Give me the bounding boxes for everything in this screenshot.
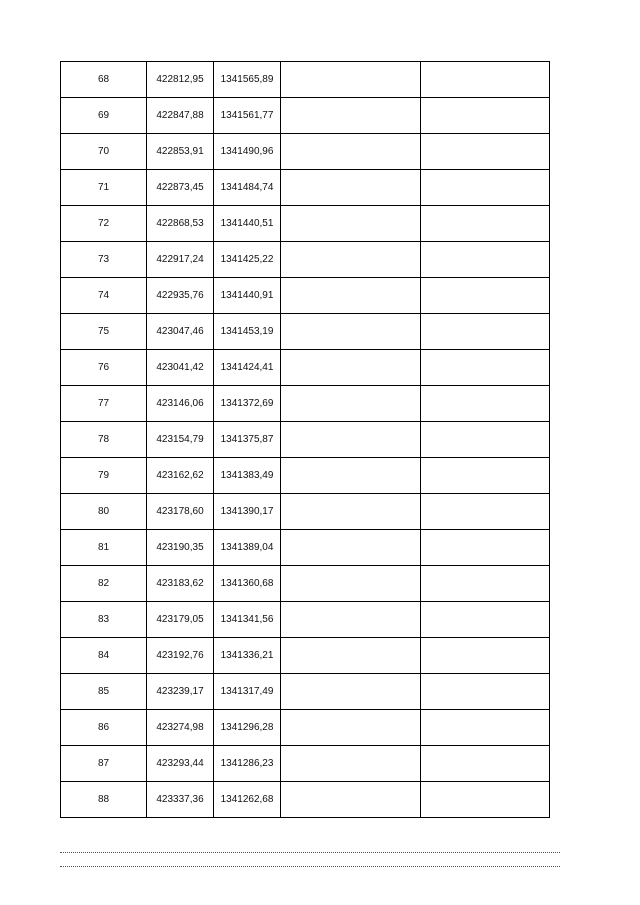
empty-column-5-cell — [421, 242, 550, 278]
point-number-cell: 85 — [61, 674, 147, 710]
point-number-cell: 88 — [61, 782, 147, 818]
empty-column-4-cell — [281, 422, 421, 458]
point-number-cell: 87 — [61, 746, 147, 782]
point-number-cell: 77 — [61, 386, 147, 422]
y-coordinate-cell: 1341390,17 — [214, 494, 281, 530]
x-coordinate-cell: 423183,62 — [147, 566, 214, 602]
x-coordinate-cell: 423274,98 — [147, 710, 214, 746]
point-number-cell: 82 — [61, 566, 147, 602]
empty-column-4-cell — [281, 602, 421, 638]
y-coordinate-cell: 1341453,19 — [214, 314, 281, 350]
empty-column-4-cell — [281, 494, 421, 530]
empty-column-4-cell — [281, 710, 421, 746]
y-coordinate-cell: 1341490,96 — [214, 134, 281, 170]
point-number-cell: 69 — [61, 98, 147, 134]
y-coordinate-cell: 1341440,51 — [214, 206, 281, 242]
x-coordinate-cell: 423192,76 — [147, 638, 214, 674]
y-coordinate-cell: 1341425,22 — [214, 242, 281, 278]
table-row — [61, 566, 550, 602]
table-row — [61, 386, 550, 422]
point-number-cell: 72 — [61, 206, 147, 242]
table-row — [61, 530, 550, 566]
x-coordinate-cell: 423190,35 — [147, 530, 214, 566]
empty-column-5-cell — [421, 746, 550, 782]
empty-column-5-cell — [421, 62, 550, 98]
empty-column-5-cell — [421, 530, 550, 566]
y-coordinate-cell: 1341389,04 — [214, 530, 281, 566]
table-row — [61, 350, 550, 386]
x-coordinate-cell: 422935,76 — [147, 278, 214, 314]
table-row — [61, 98, 550, 134]
point-number-cell: 76 — [61, 350, 147, 386]
point-number-cell: 80 — [61, 494, 147, 530]
point-number-cell: 81 — [61, 530, 147, 566]
point-number-cell: 75 — [61, 314, 147, 350]
empty-column-5-cell — [421, 674, 550, 710]
y-coordinate-cell: 1341360,68 — [214, 566, 281, 602]
empty-column-5-cell — [421, 206, 550, 242]
x-coordinate-cell: 422853,91 — [147, 134, 214, 170]
y-coordinate-cell: 1341484,74 — [214, 170, 281, 206]
y-coordinate-cell: 1341424,41 — [214, 350, 281, 386]
table-row — [61, 494, 550, 530]
x-coordinate-cell: 422873,45 — [147, 170, 214, 206]
table-row — [61, 638, 550, 674]
empty-column-5-cell — [421, 638, 550, 674]
table-row — [61, 134, 550, 170]
point-number-cell: 71 — [61, 170, 147, 206]
table-row — [61, 422, 550, 458]
empty-column-5-cell — [421, 602, 550, 638]
y-coordinate-cell: 1341372,69 — [214, 386, 281, 422]
x-coordinate-cell: 423162,62 — [147, 458, 214, 494]
x-coordinate-cell: 423047,46 — [147, 314, 214, 350]
empty-column-5-cell — [421, 314, 550, 350]
point-number-cell: 68 — [61, 62, 147, 98]
y-coordinate-cell: 1341262,68 — [214, 782, 281, 818]
x-coordinate-cell: 423178,60 — [147, 494, 214, 530]
footer-dotted-line-top — [60, 852, 560, 853]
table-row — [61, 710, 550, 746]
table-row — [61, 602, 550, 638]
empty-column-4-cell — [281, 782, 421, 818]
empty-column-5-cell — [421, 386, 550, 422]
empty-column-5-cell — [421, 350, 550, 386]
y-coordinate-cell: 1341440,91 — [214, 278, 281, 314]
x-coordinate-cell: 423041,42 — [147, 350, 214, 386]
empty-column-5-cell — [421, 170, 550, 206]
x-coordinate-cell: 423154,79 — [147, 422, 214, 458]
table-row — [61, 314, 550, 350]
point-number-cell: 78 — [61, 422, 147, 458]
x-coordinate-cell: 422847,88 — [147, 98, 214, 134]
table-row — [61, 62, 550, 98]
x-coordinate-cell: 423179,05 — [147, 602, 214, 638]
x-coordinate-cell: 423239,17 — [147, 674, 214, 710]
point-number-cell: 73 — [61, 242, 147, 278]
table-row — [61, 242, 550, 278]
point-number-cell: 79 — [61, 458, 147, 494]
x-coordinate-cell: 423146,06 — [147, 386, 214, 422]
empty-column-4-cell — [281, 458, 421, 494]
empty-column-4-cell — [281, 134, 421, 170]
empty-column-5-cell — [421, 710, 550, 746]
empty-column-5-cell — [421, 458, 550, 494]
x-coordinate-cell: 423293,44 — [147, 746, 214, 782]
empty-column-5-cell — [421, 134, 550, 170]
empty-column-4-cell — [281, 566, 421, 602]
y-coordinate-cell: 1341383,49 — [214, 458, 281, 494]
y-coordinate-cell: 1341565,89 — [214, 62, 281, 98]
table-row — [61, 746, 550, 782]
x-coordinate-cell: 422812,95 — [147, 62, 214, 98]
point-number-cell: 83 — [61, 602, 147, 638]
empty-column-5-cell — [421, 494, 550, 530]
table-row — [61, 458, 550, 494]
coordinate-table — [60, 61, 550, 818]
y-coordinate-cell: 1341286,23 — [214, 746, 281, 782]
empty-column-5-cell — [421, 98, 550, 134]
empty-column-4-cell — [281, 674, 421, 710]
point-number-cell: 84 — [61, 638, 147, 674]
table-row — [61, 206, 550, 242]
empty-column-4-cell — [281, 314, 421, 350]
y-coordinate-cell: 1341336,21 — [214, 638, 281, 674]
coordinate-table-body — [61, 62, 550, 818]
y-coordinate-cell: 1341561,77 — [214, 98, 281, 134]
empty-column-4-cell — [281, 350, 421, 386]
empty-column-4-cell — [281, 62, 421, 98]
empty-column-4-cell — [281, 170, 421, 206]
empty-column-5-cell — [421, 278, 550, 314]
point-number-cell: 86 — [61, 710, 147, 746]
y-coordinate-cell: 1341375,87 — [214, 422, 281, 458]
point-number-cell: 74 — [61, 278, 147, 314]
x-coordinate-cell: 422917,24 — [147, 242, 214, 278]
table-row — [61, 782, 550, 818]
empty-column-5-cell — [421, 422, 550, 458]
empty-column-4-cell — [281, 746, 421, 782]
y-coordinate-cell: 1341296,28 — [214, 710, 281, 746]
y-coordinate-cell: 1341317,49 — [214, 674, 281, 710]
point-number-cell: 70 — [61, 134, 147, 170]
empty-column-4-cell — [281, 98, 421, 134]
empty-column-4-cell — [281, 278, 421, 314]
table-row — [61, 674, 550, 710]
empty-column-5-cell — [421, 782, 550, 818]
empty-column-4-cell — [281, 638, 421, 674]
table-row — [61, 170, 550, 206]
empty-column-4-cell — [281, 206, 421, 242]
empty-column-5-cell — [421, 566, 550, 602]
footer-dotted-line-bottom — [60, 866, 560, 867]
table-row — [61, 278, 550, 314]
empty-column-4-cell — [281, 386, 421, 422]
empty-column-4-cell — [281, 242, 421, 278]
x-coordinate-cell: 422868,53 — [147, 206, 214, 242]
empty-column-4-cell — [281, 530, 421, 566]
y-coordinate-cell: 1341341,56 — [214, 602, 281, 638]
x-coordinate-cell: 423337,36 — [147, 782, 214, 818]
